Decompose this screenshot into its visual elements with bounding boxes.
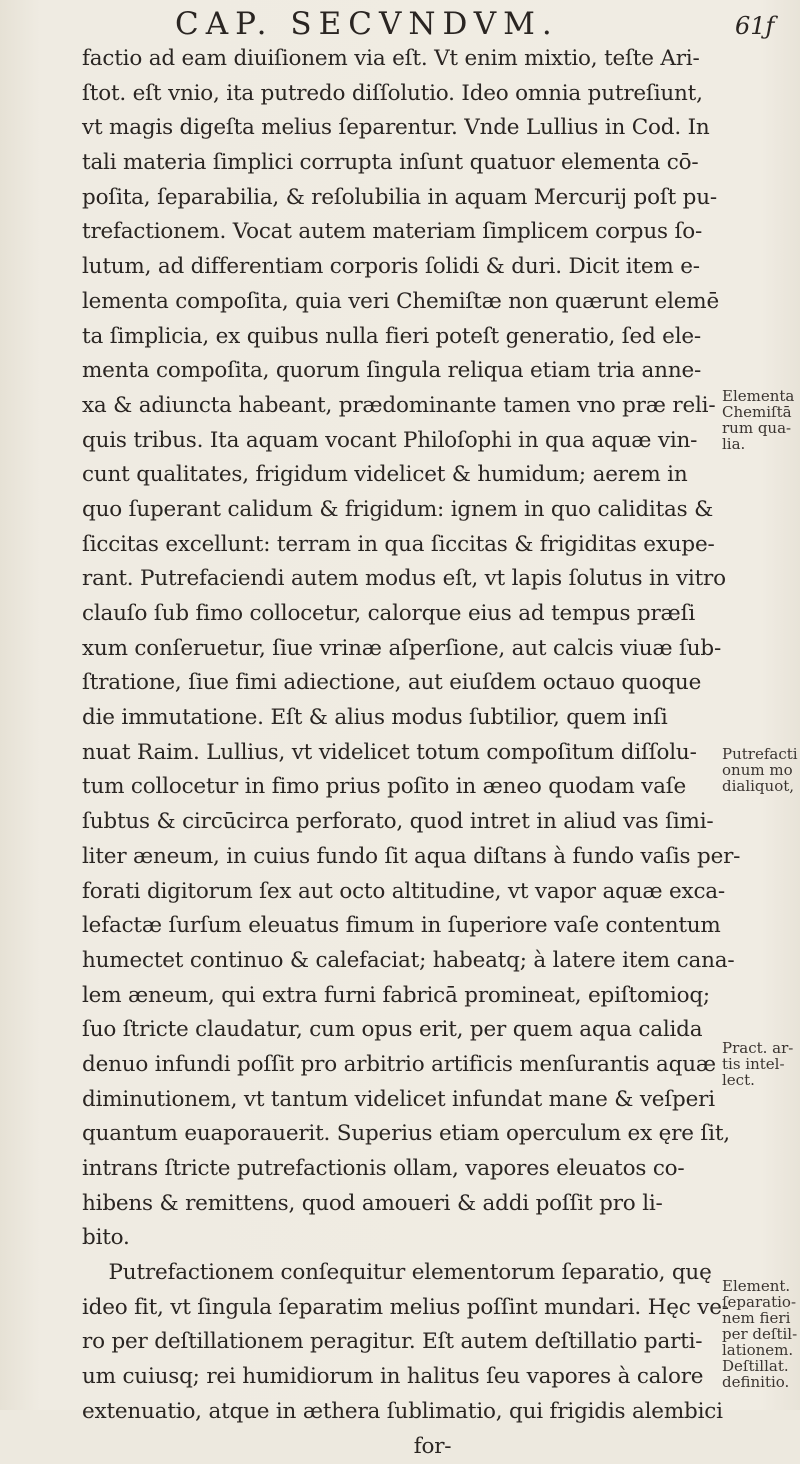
margin-note-line: rum qua- <box>722 420 800 436</box>
margin-note-line: per deſtil- <box>722 1326 800 1342</box>
main-text-block <box>82 42 722 1464</box>
text-line: ta ſimplicia, ex quibus nulla fieri poteſt generatio, ſed ele- <box>82 320 722 355</box>
text-line: trefactionem. Vocat autem materiam ſimplicem corpus ſo- <box>82 215 722 250</box>
text-line: ſubtus & circūcirca perforato, quod intret in aliud vas ſimi- <box>82 805 722 840</box>
margin-note <box>722 746 800 794</box>
margin-note-line: nem fieri <box>722 1310 800 1326</box>
margin-note-line: lect. <box>722 1072 800 1088</box>
margin-note <box>722 1278 800 1390</box>
text-line: denuo infundi poſſit pro arbitrio artificis menſurantis aquæ <box>82 1048 722 1083</box>
margin-note-line: Deſtillat. <box>722 1358 800 1374</box>
margin-note-line: ſeparatio- <box>722 1294 800 1310</box>
text-line: menta compoſita, quorum ſingula reliqua etiam tria anne- <box>82 354 722 389</box>
text-line: diminutionem, vt tantum videlicet infundat mane & veſperi <box>82 1083 722 1118</box>
text-line: ſuo ſtricte claudatur, cum opus erit, per quem aqua calida <box>82 1013 722 1048</box>
text-line: factio ad eam diuiſionem via eſt. Vt enim mixtio, teſte Ari- <box>82 42 722 77</box>
text-line: xa & adiuncta habeant, prædominante tamen vno præ reli- <box>82 389 722 424</box>
text-line: lefactæ ſurſum eleuatus fimum in ſuperiore vaſe contentum <box>82 909 722 944</box>
running-head: CAP. SECVNDVM. <box>175 6 559 42</box>
text-line: tali materia ſimplici corrupta inſunt quatuor elementa cō- <box>82 146 722 181</box>
text-line: humectet continuo & calefaciat; habeatq; à latere item cana- <box>82 944 722 979</box>
text-line: liter æneum, in cuius fundo ſit aqua diſtans à fundo vaſis per- <box>82 840 722 875</box>
page-header <box>0 0 800 40</box>
text-line: hibens & remittens, quod amoueri & addi poſſit pro li- <box>82 1187 722 1222</box>
text-line: extenuatio, atque in æthera ſublimatio, qui frigidis alembici <box>82 1395 722 1430</box>
text-line: xum conſeruetur, ſiue vrinæ aſperſione, aut calcis viuæ ſub- <box>82 632 722 667</box>
text-line: ſtot. eſt vnio, ita putredo diſſolutio. Ideo omnia putreſiunt, <box>82 77 722 112</box>
text-line: ideo fit, vt ſingula ſeparatim melius poſſint mundari. Hęc ve- <box>82 1291 722 1326</box>
text-line: clauſo ſub fimo collocetur, calorque eius ad tempus præſi <box>82 597 722 632</box>
text-line: intrans ſtricte putrefactionis ollam, vapores eleuatos co- <box>82 1152 722 1187</box>
margin-note-line: onum mo <box>722 762 800 778</box>
margin-note-line: Element. <box>722 1278 800 1294</box>
text-line: nuat Raim. Lullius, vt videlicet totum compoſitum diſſolu- <box>82 736 722 771</box>
text-line: poſita, ſeparabilia, & reſolubilia in aquam Mercurij poſt pu- <box>82 181 722 216</box>
margin-note-line: Elementa <box>722 388 800 404</box>
margin-note-line: Chemiſtā <box>722 404 800 420</box>
text-line: quis tribus. Ita aquam vocant Philoſophi in qua aquæ vin- <box>82 424 722 459</box>
text-line: um cuiusq; rei humidiorum in halitus ſeu vapores à calore <box>82 1360 722 1395</box>
margin-note-line: tis intel- <box>722 1056 800 1072</box>
text-line: ſiccitas excellunt: terram in qua ſiccitas & frigiditas exupe- <box>82 528 722 563</box>
margin-note-line: lia. <box>722 436 800 452</box>
text-line: Putrefactionem conſequitur elementorum ſeparatio, quę <box>82 1256 722 1291</box>
margin-note-line: lationem. <box>722 1342 800 1358</box>
margin-note-line: dialiquot, <box>722 778 800 794</box>
text-line: ſtratione, ſiue fimi adiectione, aut eiuſdem octauo quoque <box>82 666 722 701</box>
text-line: bito. <box>82 1221 722 1256</box>
text-line: lementa compoſita, quia veri Chemiſtæ non quærunt elemē <box>82 285 722 320</box>
folio-number: 61ƒ <box>735 12 774 40</box>
text-line: vt magis digeſta melius ſeparentur. Vnde Lullius in Cod. In <box>82 111 722 146</box>
margin-note-line: definitio. <box>722 1374 800 1390</box>
text-line: forati digitorum ſex aut octo altitudine, vt vapor aquæ exca- <box>82 875 722 910</box>
margin-note <box>722 388 800 452</box>
text-line: ro per deſtillationem peragitur. Eſt autem deſtillatio parti- <box>82 1325 722 1360</box>
text-line: die immutatione. Eſt & alius modus ſubtilior, quem inſi <box>82 701 722 736</box>
text-line: lutum, ad differentiam corporis ſolidi & duri. Dicit item e- <box>82 250 722 285</box>
text-line: cunt qualitates, frigidum videlicet & humidum; aerem in <box>82 458 722 493</box>
catchword: for- <box>82 1430 722 1464</box>
margin-note-line: Pract. ar- <box>722 1040 800 1056</box>
margin-note <box>722 1040 800 1088</box>
text-line: quantum euaporauerit. Superius etiam operculum ex ęre ſit, <box>82 1117 722 1152</box>
text-line: rant. Putrefaciendi autem modus eſt, vt lapis ſolutus in vitro <box>82 562 722 597</box>
text-line: lem æneum, qui extra furni fabricā promineat, epiſtomioq; <box>82 979 722 1014</box>
text-line: tum collocetur in fimo prius poſito in æneo quodam vaſe <box>82 770 722 805</box>
margin-note-line: Putrefacti <box>722 746 800 762</box>
text-line: quo ſuperant calidum & frigidum: ignem in quo caliditas & <box>82 493 722 528</box>
